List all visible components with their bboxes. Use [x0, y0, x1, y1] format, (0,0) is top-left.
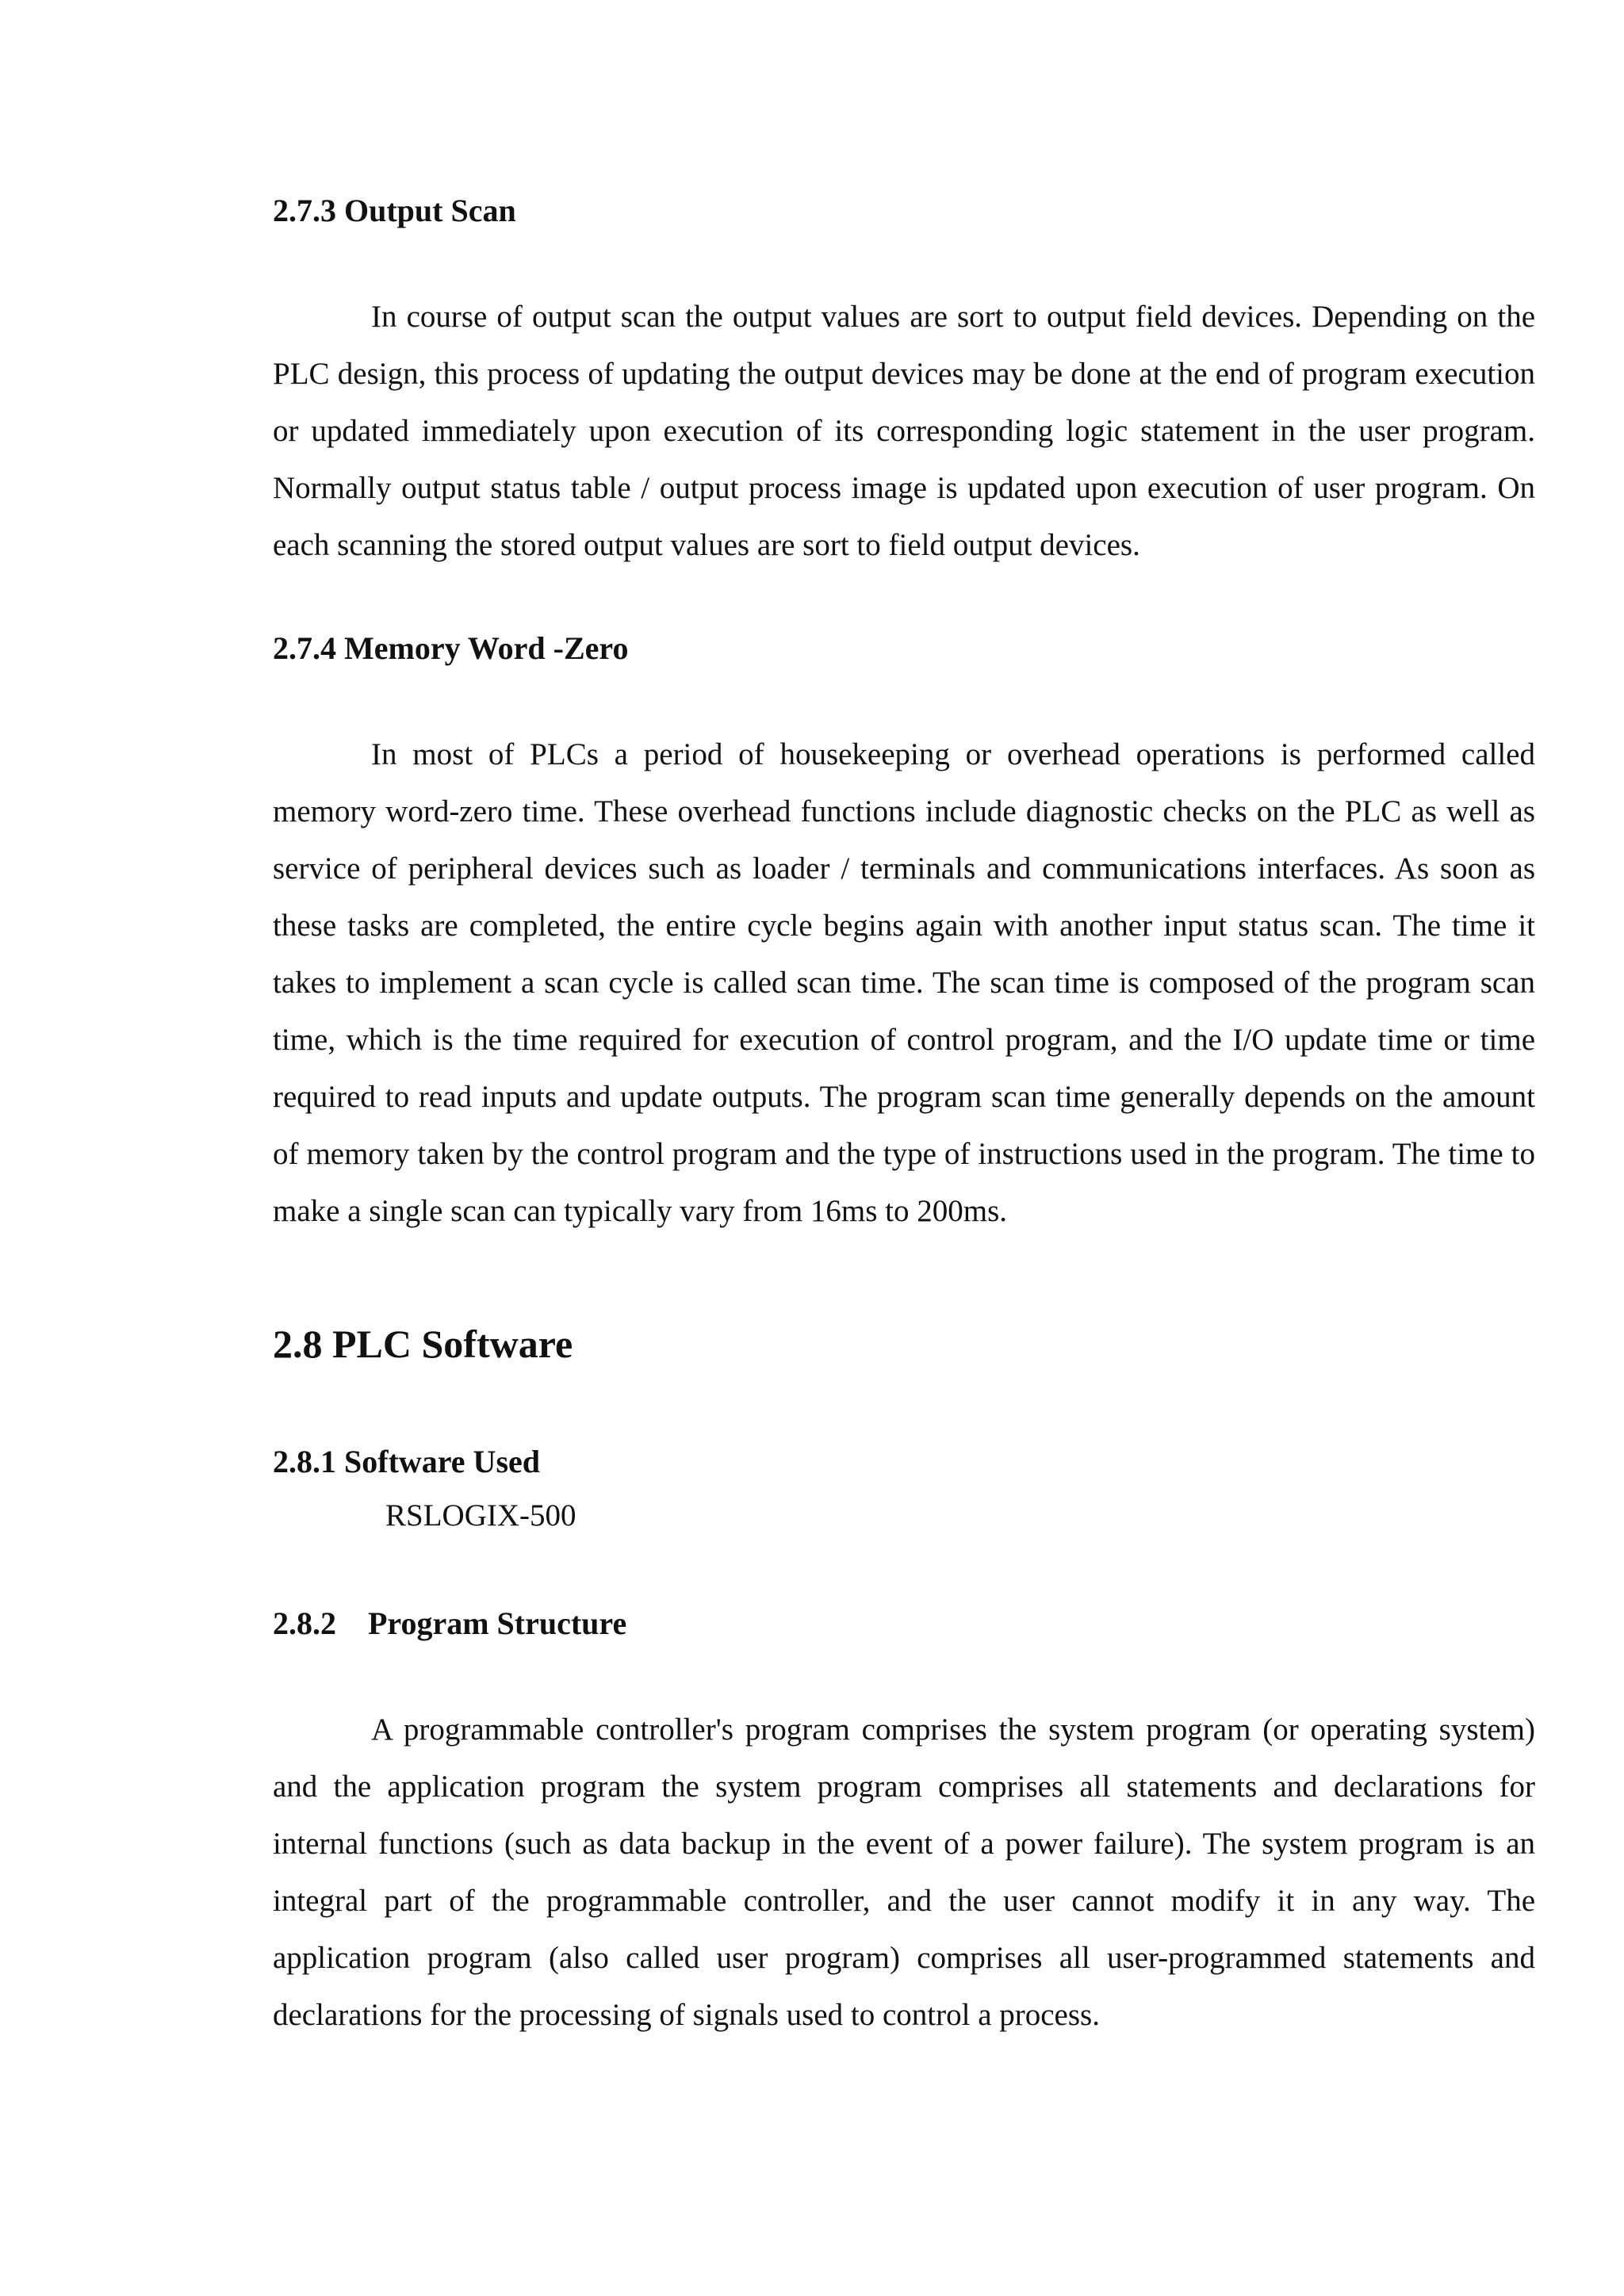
section-heading-2-8-1: 2.8.1 Software Used [273, 1444, 541, 1479]
paragraph-memory-word-zero: In most of PLCs a period of housekeeping or overhead operations is performed called memory word-zero time. These overhead functions include diagnostic checks on the PLC as well as service of peripheral devices such as loader / terminals and communications interfaces. As soon as these tasks are completed, the entire cycle begins again with another input status scan. The time it takes to implement a scan cycle is called scan time. The scan time is composed of the program scan time, which is the time required for execution of control program, and the I/O update time or time required to read inputs and update outputs. The program scan time generally depends on the amount of memory taken by the control program and the type of instructions used in the program. The time to make a single scan can typically vary from 16ms to 200ms. [273, 737, 1535, 1228]
paragraph-program-structure: A programmable controller's program comprises the system program (or operating system) and the application program the system program comprises all statements and declarations for internal functions (such as data backup in the event of a power failure). The system program is an integral part of the programmable controller, and the user cannot modify it in any way. The application program (also called user program) comprises all user-programmed statements and declarations for the processing of signals used to control a process. [273, 1712, 1535, 2032]
section-heading-2-8: 2.8 PLC Software [273, 1322, 573, 1366]
page-content [273, 187, 1535, 2044]
section-heading-2-7-4: 2.7.4 Memory Word -Zero [273, 630, 629, 666]
section-heading-2-8-2: 2.8.2 Program Structure [273, 1605, 627, 1641]
software-name: RSLOGIX-500 [385, 1498, 576, 1533]
paragraph-output-scan: In course of output scan the output values are sort to output field devices. Depending on the PLC design, this process of updating the output devices may be done at the end of program execution or updated immediately upon execution of its corresponding logic statement in the user program. Normally output status table / output process image is updated upon execution of user program. On each scanning the stored output values are sort to field output devices. [273, 300, 1535, 562]
section-heading-2-7-3: 2.7.3 Output Scan [273, 193, 516, 228]
